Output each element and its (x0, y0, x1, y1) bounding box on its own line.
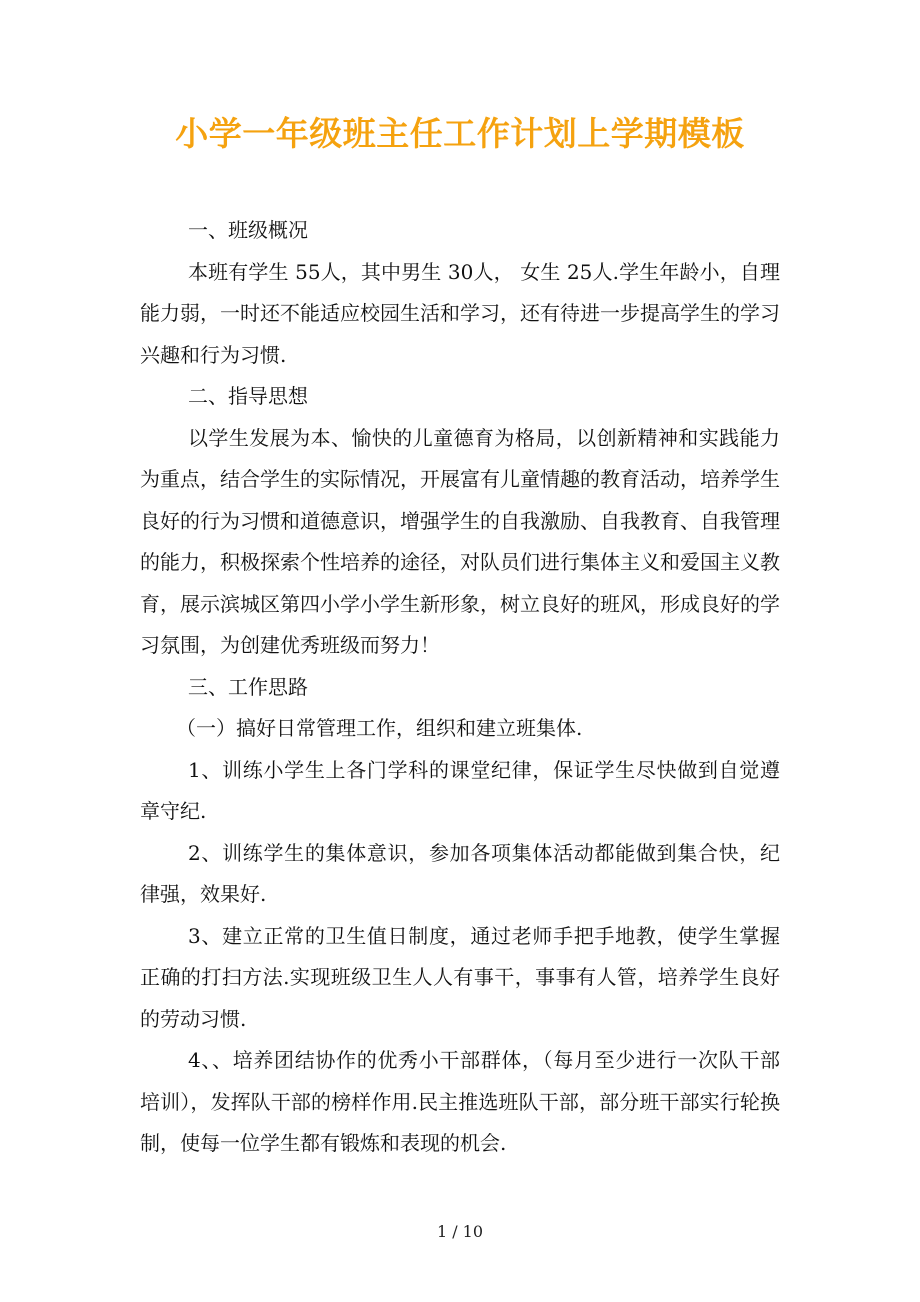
list-item: 2、训练学生的集体意识，参加各项集体活动都能做到集合快，纪律强，效果好. (140, 840, 780, 906)
list-item: 3、建立正常的卫生值日制度，通过老师手把手地教，使学生掌握正确的打扫方法.实现班级卫生人人有事干，事事有人管，培养学生良好的劳动习惯. (140, 923, 780, 1031)
document-title: 小学一年级班主任工作计划上学期模板 (175, 114, 745, 153)
document-body (140, 210, 780, 1165)
list-item: 4、、培养团结协作的优秀小干部群体，（每月至少进行一次队干部培训），发挥队干部的榜样作用.民主推选班队干部，部分班干部实行轮换制，使每一位学生都有锻炼和表现的机会. (140, 1048, 780, 1155)
paragraph-guiding-ideology: 以学生发展为本、愉快的儿童德育为格局，以创新精神和实践能力为重点，结合学生的实际情况，开展富有儿童情趣的教育活动，培养学生良好的行为习惯和道德意识，增强学生的自我激励、自我教育、自我管理的能力，积极探索个性培养的途径，对队员们进行集体主义和爱国主义教育，展示滨城区第四小学小学生新形象，树立良好的班风，形成良好的学习氛围，为创建优秀班级而努力！ (140, 425, 780, 657)
list-item: 1、训练小学生上各门学科的课堂纪律，保证学生尽快做到自觉遵章守纪. (140, 757, 780, 823)
section-heading-work-approach: 三、工作思路 (188, 674, 308, 699)
subsection-heading-daily-management: （一）搞好日常管理工作，组织和建立班集体. (176, 716, 583, 740)
section-heading-class-overview: 一、班级概况 (188, 218, 308, 242)
paragraph-class-overview: 本班有学生 55人，其中男生 30人， 女生 25人.学生年龄小，自理能力弱，一时还不能适应校园生活和学习，还有待进一步提高学生的学习兴趣和行为习惯. (140, 259, 780, 367)
page-number: 1 / 10 (436, 1222, 484, 1241)
section-heading-guiding-ideology: 二、指导思想 (188, 384, 308, 408)
